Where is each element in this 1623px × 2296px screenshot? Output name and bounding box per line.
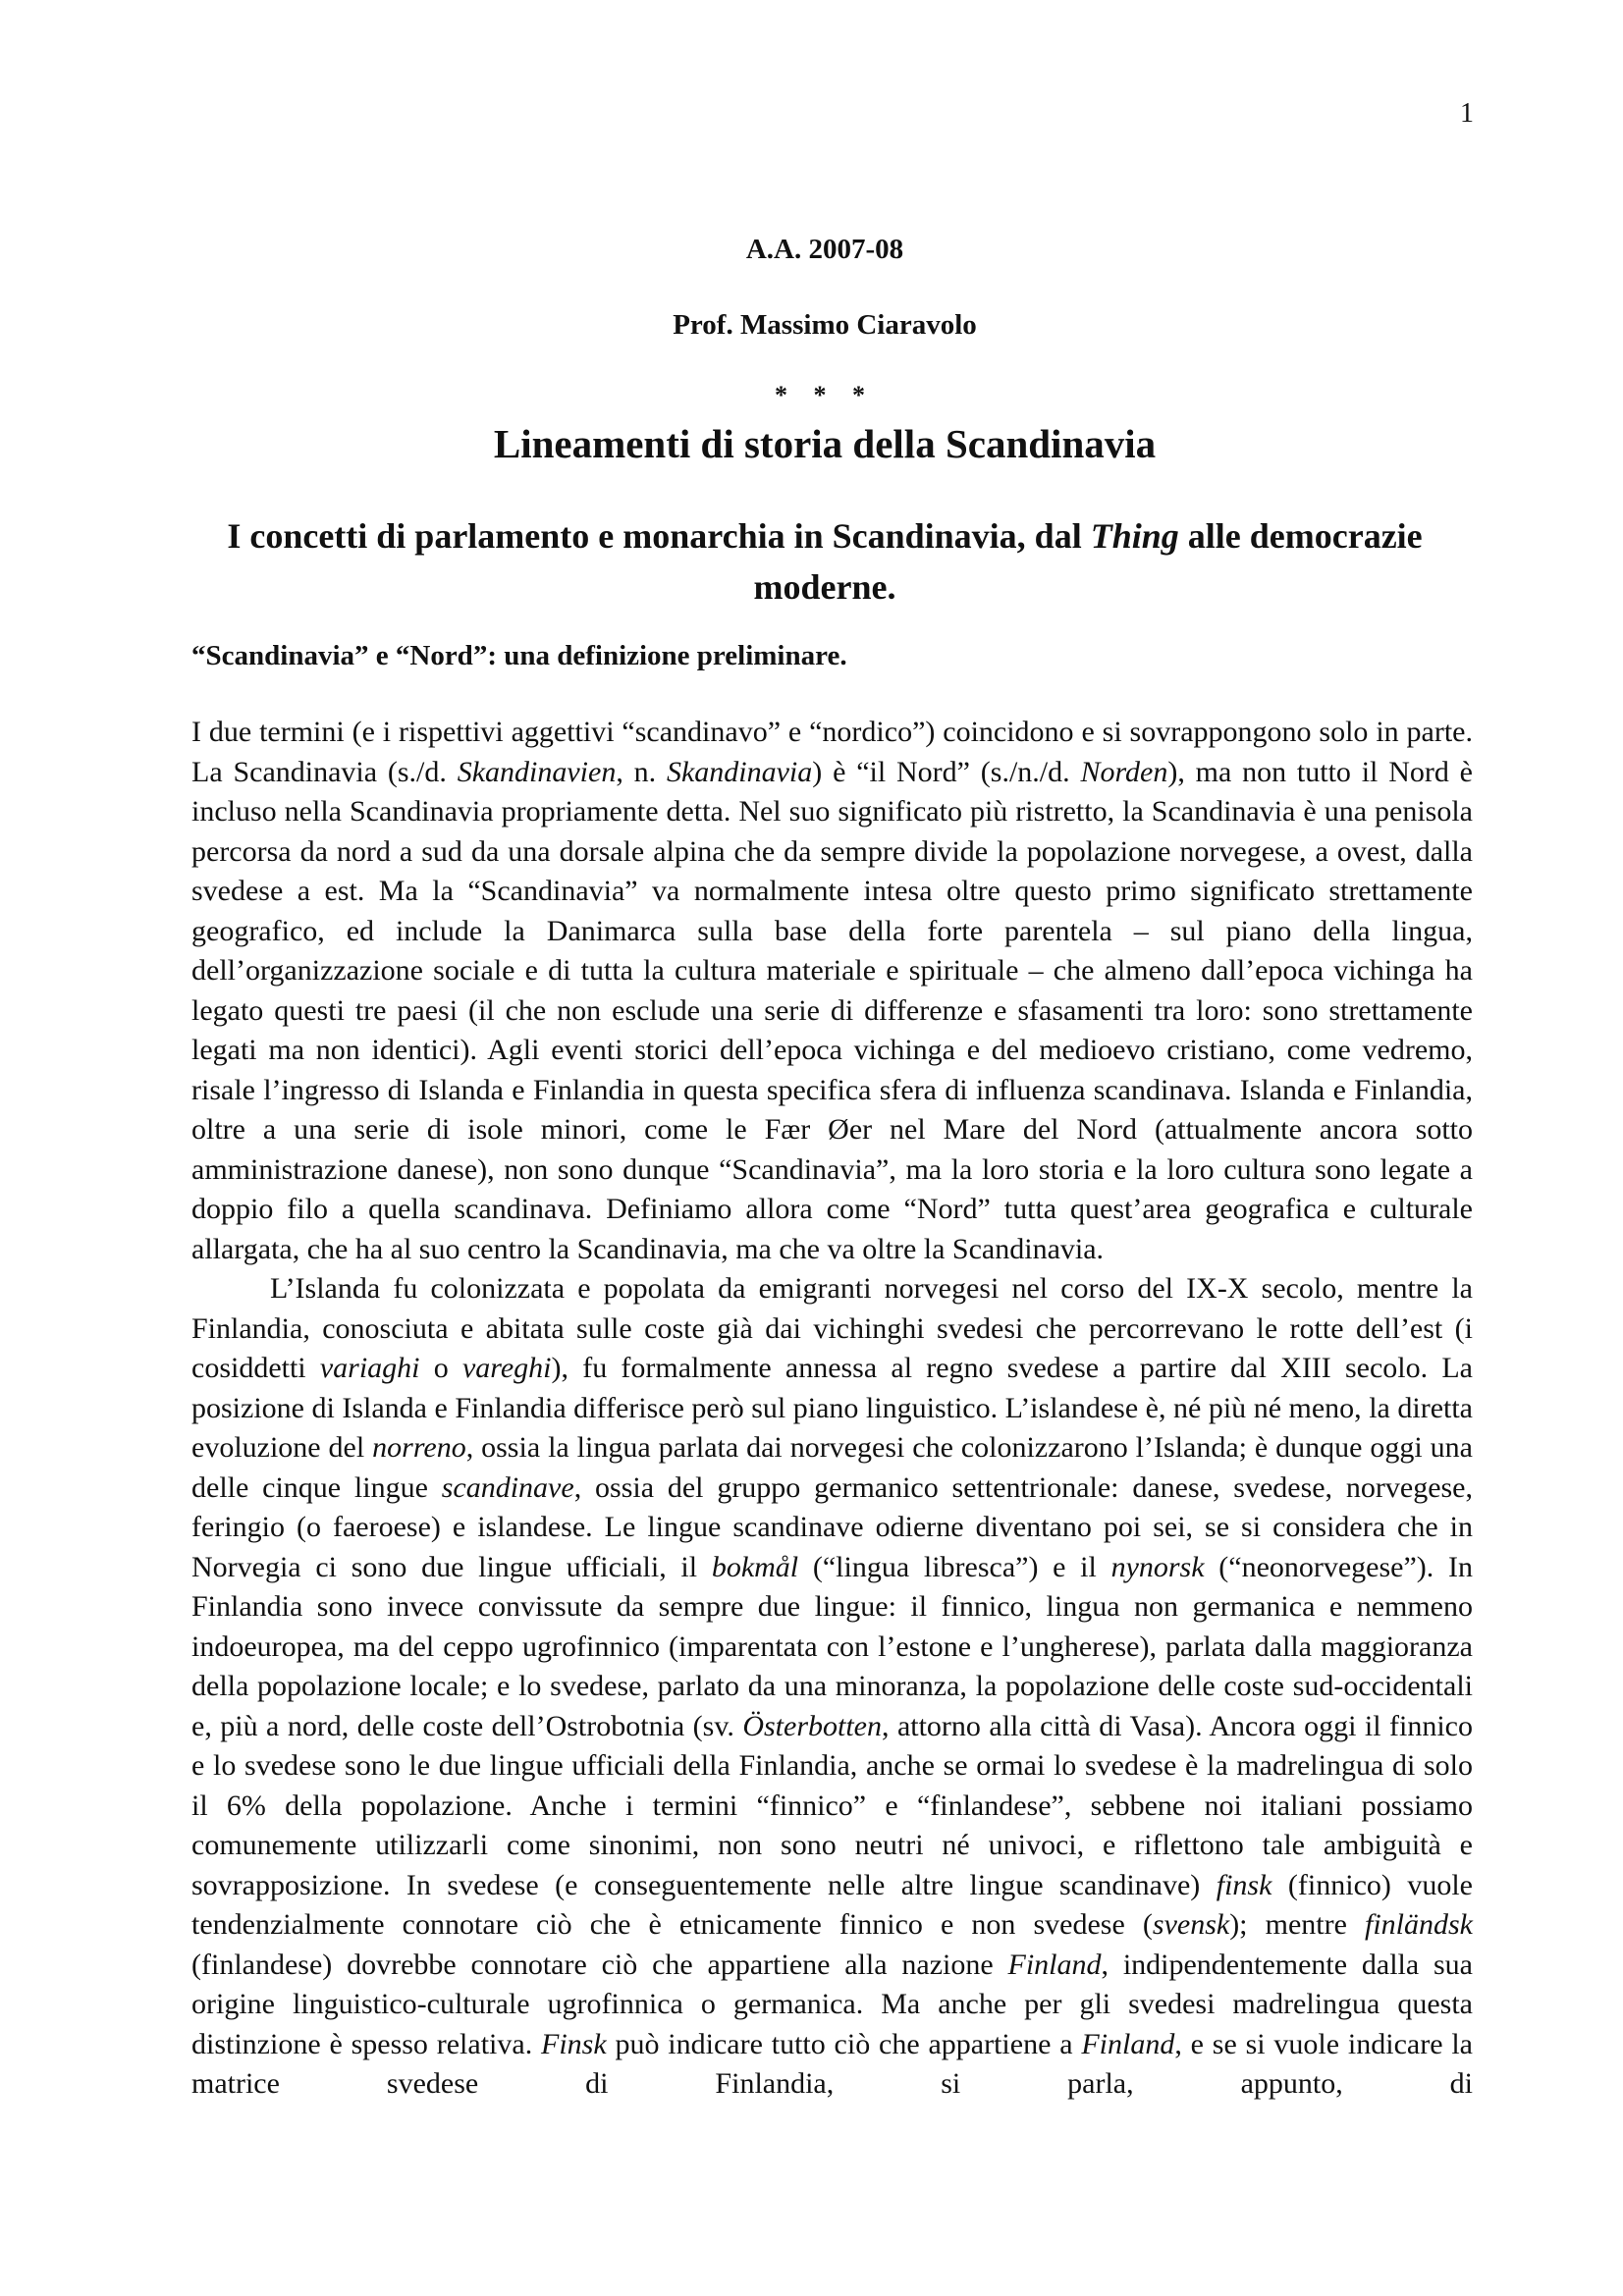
page-number: 1: [1460, 98, 1474, 129]
section-heading: “Scandinavia” e “Nord”: una definizione preliminare.: [191, 640, 847, 671]
document-subtitle: I concetti di parlamento e monarchia in Scandinavia, dal Thing alle democrazie moderne.: [227, 516, 1423, 607]
course-title: Lineamenti di storia della Scandinavia: [493, 421, 1157, 466]
section-separator: * * *: [775, 381, 875, 409]
paragraph: L’Islanda fu colonizzata e popolata da emigranti norvegesi nel corso del IX-X secolo, mentre la Finlandia, conosciuta e abitata sulle coste già dai vichinghi svedesi che percorrevano le rotte dell’est (i cosiddetti variaghi o vareghi), fu formalmente annessa al regno svedese a partire dal XIII secolo. La posizione di Islanda e Finlandia differisce però sul piano linguistico. L’islandese è, né più né meno, la diretta evoluzione del norreno, ossia la lingua parlata dai norvegesi che colonizzarono l’Islanda; è dunque oggi una delle cinque lingue scandinave, ossia del gruppo germanico settentrionale: danese, svedese, norvegese, feringio (o faeroese) e islandese. Le lingue scandinave odierne diventano poi sei, se si considera che in Norvegia ci sono due lingue ufficiali, il bokmål (“lingua libresca”) e il nynorsk (“neonorvegese”). In Finlandia sono invece convissute da sempre due lingue: il finnico, lingua non germanica e nemmeno indoeuropea, ma del ceppo ugrofinnico (imparentata con l’estone e l’ungherese), parlata dalla maggioranza della popolazione locale; e lo svedese, parlato da una minoranza, la popolazione delle coste sud-occidentali e, più a nord, delle coste dell’Ostrobotnia (sv. Österbotten, attorno alla città di Vasa). Ancora oggi il finnico e lo svedese sono le due lingue ufficiali della Finlandia, anche se ormai lo svedese è la madrelingua di solo il 6% della popolazione. Anche i termini “finnico” e “finlandese”, sebbene noi italiani possiamo comunemente utilizzarli come sinonimi, non sono neutri né univoci, e riflettono tale ambiguità e sovrapposizione. In svedese (e conseguentemente nelle altre lingue scandinave) finsk (finnico) vuole tendenzialmente connotare ciò che è etnicamente finnico e non svedese (svensk); mentre finländsk (finlandese) dovrebbe connotare ciò che appartiene alla nazione Finland, indipendentemente dalla sua origine linguistico-culturale ugrofinnica o germanica. Ma anche per gli svedesi madrelingua questa distinzione è spesso relativa. Finsk può indicare tutto ciò che appartiene a Finland, e se si vuole indicare la matrice svedese di Finlandia, si parla, appunto, di: [191, 1272, 1473, 2100]
academic-year: A.A. 2007-08: [745, 234, 904, 265]
paragraph: I due termini (e i rispettivi aggettivi “scandinavo” e “nordico”) coincidono e si sovrappongono solo in parte. La Scandinavia (s./d. Skandinavien, n. Skandinavia) è “il Nord” (s./n./d. Norden), ma non tutto il Nord è incluso nella Scandinavia propriamente detta. Nel suo significato più ristretto, la Scandinavia è una penisola percorsa da nord a sud da una dorsale alpina che da sempre divide la popolazione norvegese, a ovest, dalla svedese a est. Ma la “Scandinavia” va normalmente intesa oltre questo primo significato strettamente geografico, ed include la Danimarca sulla base della forte parentela – sul piano della lingua, dell’organizzazione sociale e di tutta la cultura materiale e spirituale – che almeno dall’epoca vichinga ha legato questi tre paesi (il che non esclude una serie di differenze e sfasamenti tra loro: sono strettamente legati ma non identici). Agli eventi storici dell’epoca vichinga e del medioevo cristiano, come vedremo, risale l’ingresso di Islanda e Finlandia in questa specifica sfera di influenza scandinava. Islanda e Finlandia, oltre a una serie di isole minori, come le Fær Øer nel Mare del Nord (attualmente ancora sotto amministrazione danese), non sono dunque “Scandinavia”, ma la loro storia e la loro cultura sono legate a doppio filo a quella scandinava. Definiamo allora come “Nord” tutta quest’area geografica e culturale allargata, che ha al suo centro la Scandinavia, ma che va oltre la Scandinavia.: [191, 716, 1473, 1265]
professor-name: Prof. Massimo Ciaravolo: [673, 309, 977, 341]
body-text: [191, 713, 1473, 2105]
